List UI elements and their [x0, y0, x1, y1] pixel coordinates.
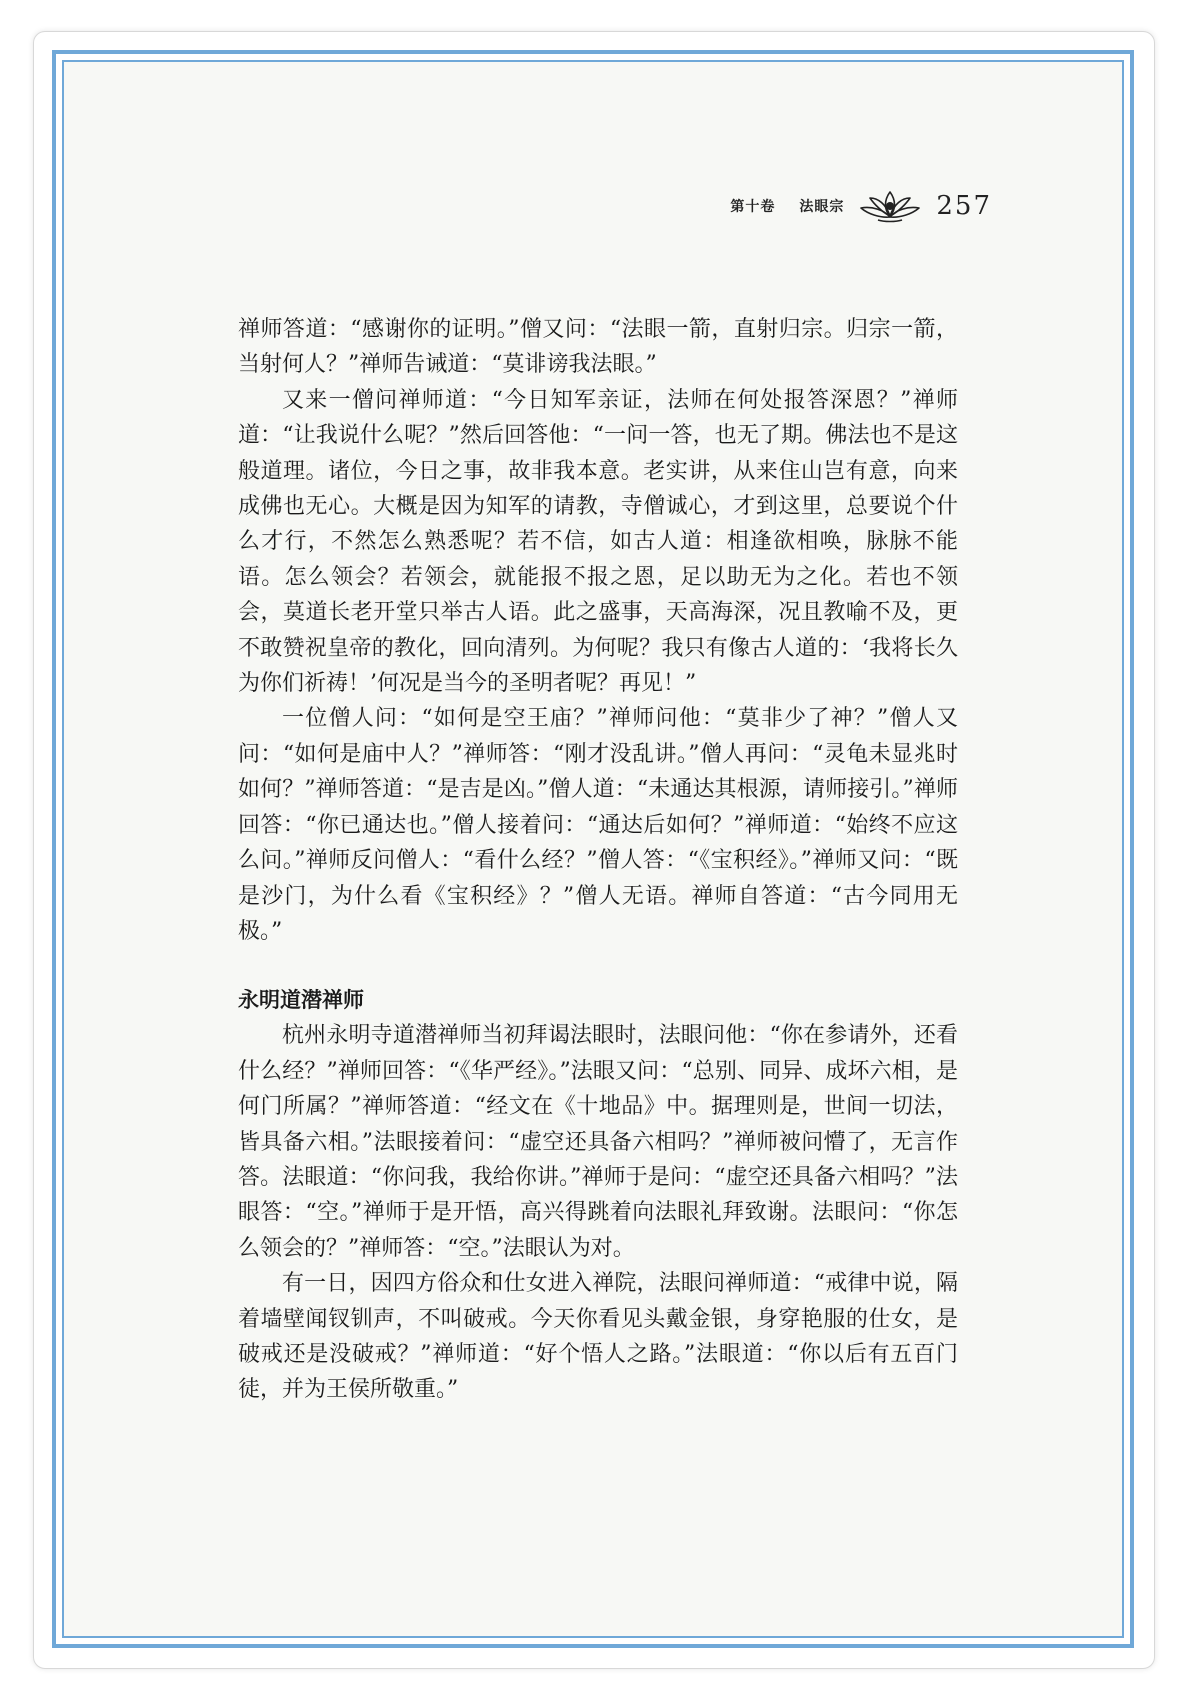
head-section: 法眼宗	[799, 199, 845, 215]
running-head	[730, 186, 992, 226]
paragraph: 有一日，因四方俗众和仕女进入禅院，法眼问禅师道：“戒律中说，隔着墙壁闻钗钏声，不叫破戒。今天你看见头戴金银，身穿艳服的仕女，是破戒还是没破戒？”禅师道：“好个悟人之路。”法眼道：“你以后有五百门徒，并为王侯所敬重。”	[238, 1271, 958, 1403]
head-volume: 第十卷	[730, 199, 776, 215]
paragraph: 禅师答道：“感谢你的证明。”僧又问：“法眼一箭，直射归宗。归宗一箭，当射何人？”禅师告诫道：“莫诽谤我法眼。”	[238, 317, 958, 378]
paragraph: 又来一僧问禅师道：“今日知军亲证，法师在何处报答深恩？”禅师道：“让我说什么呢？”然后回答他：“一问一答，也无了期。佛法也不是这般道理。诸位，今日之事，故非我本意。老实讲，从来住山岂有意，向来成佛也无心。大概是因为知军的请教，寺僧诚心，才到这里，总要说个什么才行，不然怎么熟悉呢？若不信，如古人道：相逢欲相唤，脉脉不能语。怎么领会？若领会，就能报不报之恩，足以助无为之化。若也不领会，莫道长老开堂只举古人语。此之盛事，天高海深，况且教喻不及，更不敢赞祝皇帝的教化，回向清列。为何呢？我只有像古人道的：‘我将长久为你们祈祷！’何况是当今的圣明者呢？再见！”	[238, 387, 958, 697]
section-title: 永明道潜禅师	[238, 988, 364, 1013]
paragraph: 杭州永明寺道潜禅师当初拜谒法眼时，法眼问他：“你在参请外，还看什么经？”禅师回答：“《华严经》。”法眼又问：“总别、同异、成坏六相，是何门所属？”禅师答道：“经文在《十地品》中。据理则是，世间一切法，皆具备六相。”法眼接着问：“虚空还具备六相吗？”禅师被问懵了，无言作答。法眼道：“你问我，我给你讲。”禅师于是问：“虚空还具备六相吗？”法眼答：“空。”禅师于是开悟，高兴得跳着向法眼礼拜致谢。法眼问：“你怎么领会的？”禅师答：“空。”法眼认为对。	[238, 1023, 958, 1261]
body-text	[238, 312, 958, 1408]
paragraph: 一位僧人问：“如何是空王庙？”禅师问他：“莫非少了神？”僧人又问：“如何是庙中人？”禅师答：“刚才没乱讲。”僧人再问：“灵龟未显兆时如何？”禅师答道：“是吉是凶。”僧人道：“未通达其根源，请师接引。”禅师回答：“你已通达也。”僧人接着问：“通达后如何？”禅师道：“始终不应这么问。”禅师反问僧人：“看什么经？”僧人答：“《宝积经》。”禅师又问：“既是沙门，为什么看《宝积经》？”僧人无语。禅师自答道：“古今同用无极。”	[238, 706, 958, 944]
page-number: 257	[936, 191, 992, 221]
lotus-icon	[858, 186, 922, 226]
